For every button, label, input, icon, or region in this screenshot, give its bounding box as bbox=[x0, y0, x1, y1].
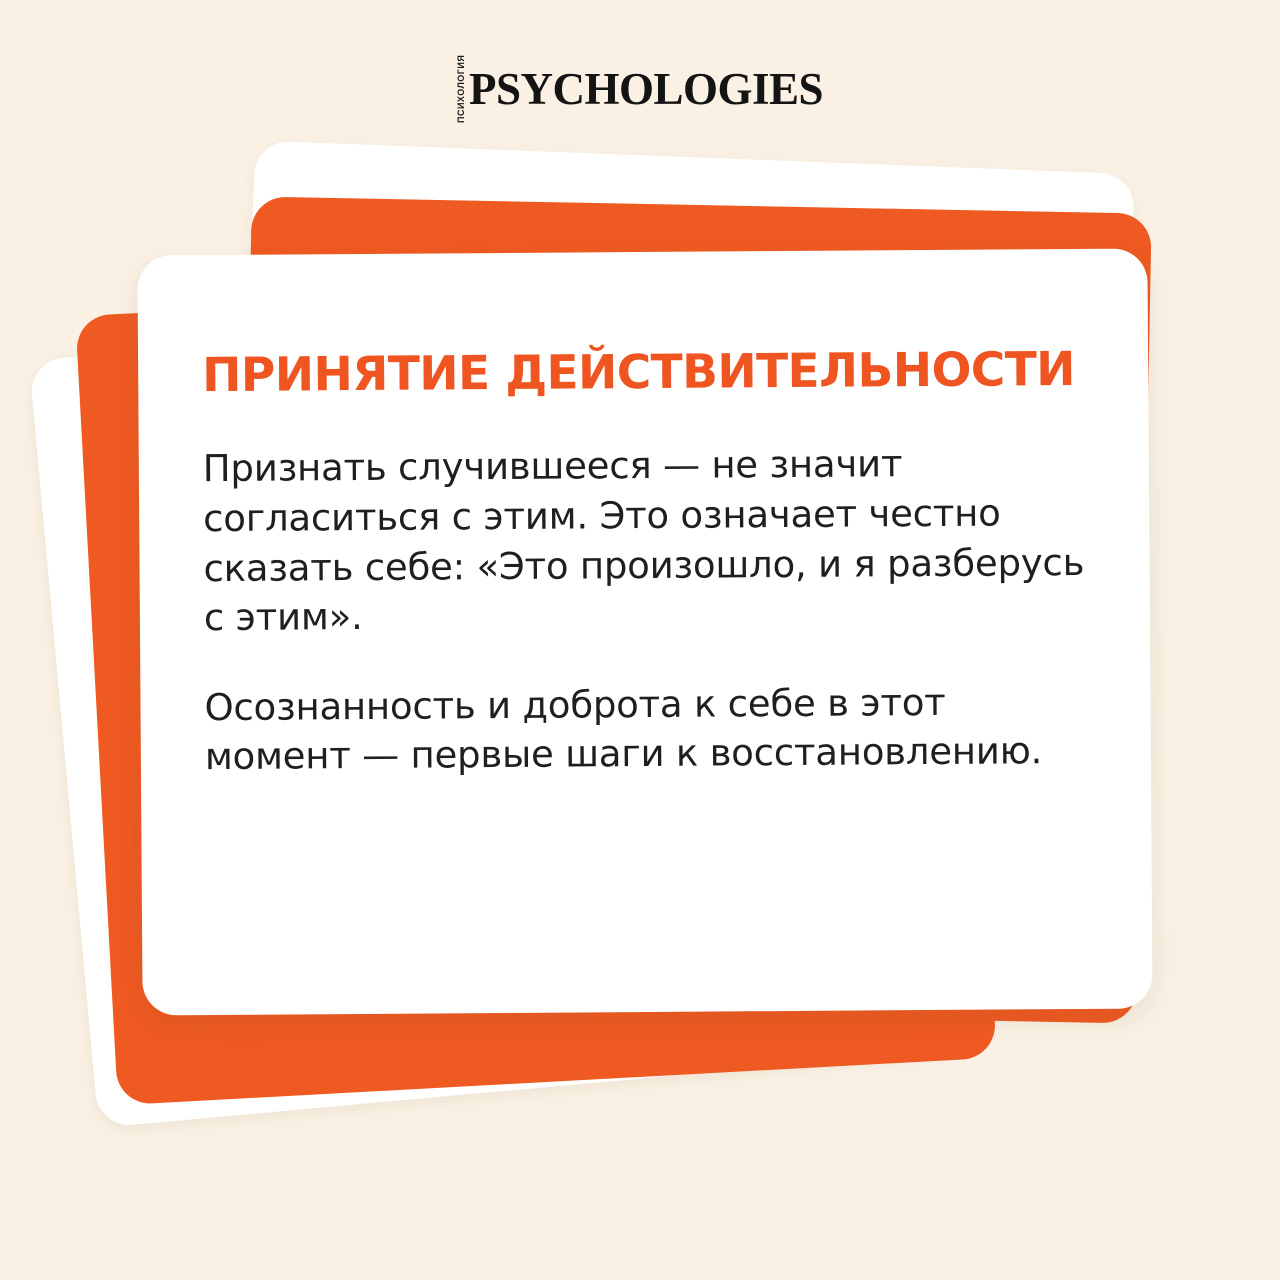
brand-title: PSYCHOLOGIES bbox=[468, 64, 824, 114]
card-title-text: ПРИНЯТИЕ ДЕЙСТВИТЕЛЬНОСТИ bbox=[202, 341, 1076, 404]
brand-kicker: ПСИХОЛОГИЯ bbox=[455, 54, 466, 124]
content-card bbox=[137, 248, 1152, 1015]
card-paragraph-1: Признать случившееся — не значит согласиться с этим. Это означает честно сказать себе: «Это произошло, и я разберусь с этим». bbox=[202, 442, 1085, 640]
card-paragraph-2: Осознанность и доброта к себе в этот момент — первые шаги к восстановлению. bbox=[204, 680, 1043, 779]
card-title bbox=[202, 341, 1084, 404]
